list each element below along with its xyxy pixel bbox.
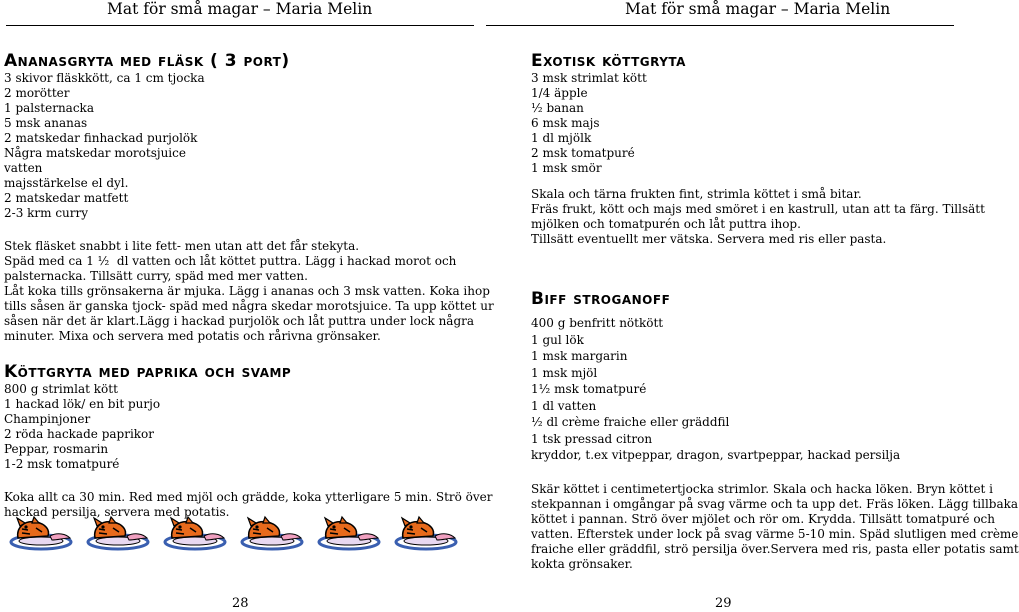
ingredient-line: 2 röda hackade paprikor: [4, 427, 155, 441]
ingredient-line: 1/4 äpple: [531, 86, 588, 100]
ingredient-line: 6 msk majs: [531, 116, 600, 130]
instruction-line: Skala och tärna frukten fint, strimla köttet i små bitar.: [531, 187, 862, 201]
ingredient-line: 800 g strimlat kött: [4, 382, 118, 396]
instruction-line: minuter. Mixa och servera med potatis och rårivna grönsaker.: [4, 329, 381, 343]
instruction-line: Skär köttet i centimetertjocka strimlor. Skala och hacka löken. Bryn köttet i: [531, 481, 994, 496]
left-page: [0, 0, 494, 612]
instruction-text: [4, 239, 494, 344]
recipe-kottgryta-paprika: [4, 362, 493, 520]
ingredient-line: 2 morötter: [4, 86, 70, 100]
recipe-title: Biff stroganoff: [531, 289, 671, 309]
recipe-title: Exotisk köttgryta: [531, 51, 686, 71]
ingredient-line: ½ dl crème fraiche eller gräddfil: [531, 415, 730, 429]
ingredient-list: [531, 315, 951, 464]
page-header: Mat för små magar – Maria Melin: [107, 0, 373, 18]
ingredient-line: 2 matskedar finhackad purjolök: [4, 131, 198, 145]
instruction-line: kokta grönsaker.: [531, 556, 633, 571]
instruction-line: Stek fläsket snabbt i lite fett- men utan att det får stekyta.: [4, 239, 360, 253]
ingredient-line: 1 gul lök: [531, 332, 584, 347]
instruction-line: vatten. Efterstek under lock på svag värme 5-10 min. Späd slutligen med crème: [531, 526, 1019, 541]
instruction-text: [531, 187, 985, 247]
header-rule: [6, 25, 474, 26]
ingredient-line: vatten: [4, 161, 43, 175]
instruction-line: stekpannan i omgångar på svag värme och ta upp det. Fräs löken. Lägg tillbaka: [531, 496, 1019, 511]
ingredient-list: [4, 71, 444, 221]
ingredient-line: 1 msk margarin: [531, 349, 628, 363]
ingredient-line: 2 matskedar matfett: [4, 191, 129, 205]
ingredient-line: 400 g benfritt nötkött: [531, 316, 664, 330]
ingredient-list: [4, 382, 444, 472]
ingredient-list: [531, 71, 951, 176]
instruction-line: fraiche eller gräddfil, strö persilja över.Servera med ris, pasta eller potatis samt: [531, 541, 1019, 556]
instruction-text: [531, 481, 1019, 572]
recipe-exotisk-kottgryta: [531, 51, 985, 247]
page-number: 28: [232, 596, 249, 611]
ingredient-line: majsstärkelse el dyl.: [4, 176, 129, 190]
ingredient-line: 1 dl mjölk: [531, 131, 592, 145]
recipe-title: Köttgryta med paprika och svamp: [4, 362, 292, 382]
left-column: [4, 51, 494, 520]
right-page: [480, 0, 1019, 612]
ingredient-line: 3 msk strimlat kött: [531, 71, 647, 85]
recipe-biff-stroganoff: [531, 289, 1019, 572]
ingredient-line: 1 hackad lök/ en bit purjo: [4, 397, 161, 411]
ingredient-line: 5 msk ananas: [4, 116, 88, 130]
page-number: 29: [715, 596, 732, 611]
ingredient-line: Peppar, rosmarin: [4, 442, 109, 456]
ingredient-line: 1½ msk tomatpuré: [531, 382, 647, 396]
right-column: [531, 51, 1019, 572]
ingredient-line: 1 msk mjöl: [531, 365, 598, 380]
ingredient-line: 1-2 msk tomatpuré: [4, 457, 120, 471]
ingredient-line: 1 tsk pressad citron: [531, 431, 653, 446]
decoration-strip: [6, 516, 466, 556]
instruction-line: hackad persilja, servera med potatis.: [4, 505, 230, 519]
instruction-line: tills såsen är ganska tjock- späd med några skedar morotsjuice. Ta upp köttet ur: [4, 299, 494, 313]
instruction-line: Fräs frukt, kött och majs med smöret i en kastrull, utan att ta färg. Tillsätt: [531, 202, 985, 216]
ingredient-line: Några matskedar morotsjuice: [4, 146, 186, 160]
recipe-title: Ananasgryta med fläsk ( 3 port): [4, 51, 290, 71]
header-rule: [486, 25, 954, 26]
ingredient-line: ½ banan: [531, 101, 584, 115]
instruction-line: Koka allt ca 30 min. Red med mjöl och grädde, koka ytterligare 5 min. Strö över: [4, 490, 493, 504]
ingredient-line: 1 dl vatten: [531, 398, 597, 413]
ingredient-line: Champinjoner: [4, 412, 91, 426]
instruction-line: palsternacka. Tillsätt curry, späd med mer vatten.: [4, 269, 308, 283]
recipe-ananasgryta: [4, 51, 494, 344]
page-header: Mat för små magar – Maria Melin: [625, 0, 891, 18]
ingredient-line: 2 msk tomatpuré: [531, 146, 635, 160]
ingredient-line: 2-3 krm curry: [4, 206, 89, 220]
ingredient-line: 1 msk smör: [531, 161, 602, 175]
instruction-line: Späd med ca 1 ½ dl vatten och låt köttet puttra. Lägg i hackad morot och: [4, 254, 457, 268]
instruction-line: såsen när det är klart.Lägg i hackad purjolök och låt puttra under lock några: [4, 314, 475, 328]
ingredient-line: 3 skivor fläskkött, ca 1 cm tjocka: [4, 71, 205, 85]
instruction-line: Låt koka tills grönsakerna är mjuka. Lägg i ananas och 3 msk vatten. Koka ihop: [4, 284, 490, 298]
instruction-line: köttet i pannan. Strö över mjölet och rör om. Krydda. Tillsätt tomatpuré och: [531, 511, 995, 526]
instruction-line: mjölken och tomatpurén och låt puttra ihop.: [531, 217, 801, 231]
ingredient-line: 1 palsternacka: [4, 101, 94, 115]
cat-fish-dish-icon: [6, 516, 466, 552]
instruction-line: Tillsätt eventuellt mer vätska. Servera med ris eller pasta.: [531, 232, 887, 246]
ingredient-line: kryddor, t.ex vitpeppar, dragon, svartpeppar, hackad persilja: [531, 448, 901, 462]
